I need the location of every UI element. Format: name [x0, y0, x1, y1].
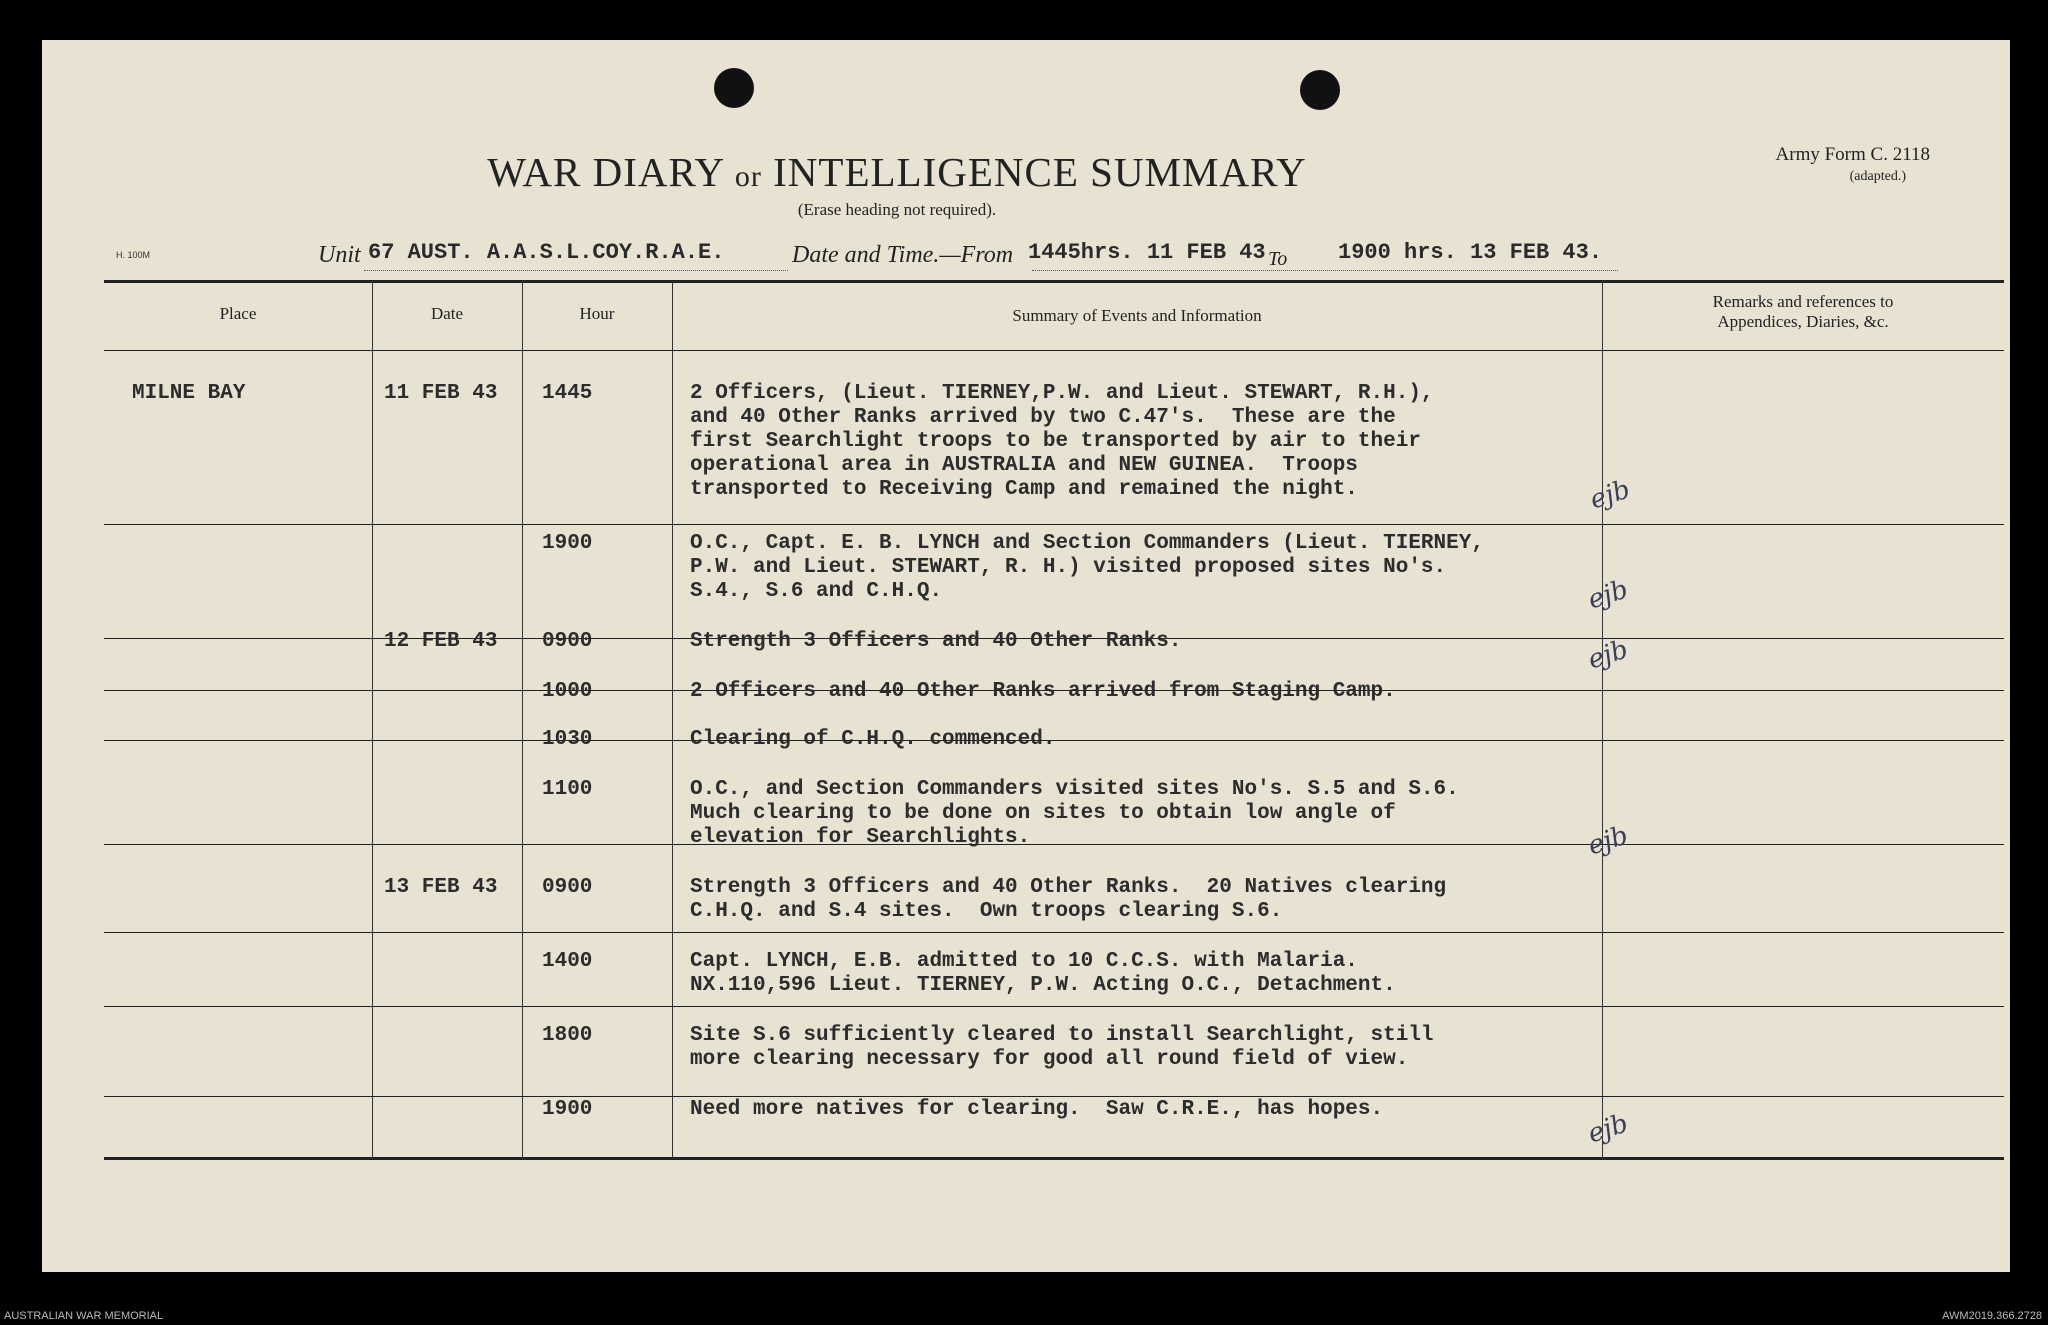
entry-summary: 2 Officers and 40 Other Ranks arrived from Staging Camp. [690, 680, 1396, 703]
date-time-label: Date and Time.—From [792, 242, 1014, 268]
punch-hole [1300, 70, 1340, 110]
entry-hour: 1100 [542, 778, 593, 801]
table-bottom-rule [104, 1157, 2004, 1160]
entry-hour: 1900 [542, 532, 593, 555]
entry-hour: 1900 [542, 1098, 593, 1121]
diary-page [42, 40, 2010, 1272]
column-header-place: Place [219, 304, 257, 323]
entry-hour: 1030 [542, 728, 593, 751]
handwritten-initials: ejb [1584, 820, 1632, 862]
entry-hour: 1000 [542, 680, 593, 703]
unit-label: Unit [318, 242, 361, 268]
entry-summary: Strength 3 Officers and 40 Other Ranks. 20 Natives clearing C.H.Q. and S.4 sites. Own troops clearing S.6. [690, 876, 1447, 923]
entry-date: 12 FEB 43 [384, 630, 498, 653]
column-header-summary: Summary of Events and Information [1012, 306, 1262, 325]
handwritten-initials: ejb [1584, 1108, 1632, 1150]
form-reference: Army Form C. 2118 (adapted.) [1775, 144, 1930, 184]
entry-date: 13 FEB 43 [384, 876, 498, 899]
table-top-rule [104, 280, 2004, 283]
handwritten-initials: ejb [1586, 474, 1634, 516]
punch-hole [714, 68, 754, 108]
handwritten-initials: ejb [1584, 634, 1632, 676]
entry-hour: 1800 [542, 1024, 593, 1047]
entry-date: 11 FEB 43 [384, 382, 498, 405]
entry-hour: 0900 [542, 630, 593, 653]
entry-summary: Capt. LYNCH, E.B. admitted to 10 C.C.S. with Malaria. NX.110,596 Lieut. TIERNEY, P.W. Acting O.C., Detachment. [690, 950, 1396, 997]
to-value: 1900 hrs. 13 FEB 43. [1338, 240, 1603, 265]
column-header-remarks: Remarks and references to Appendices, Diaries, &c. [1712, 292, 1894, 331]
unit-value: 67 AUST. A.A.S.L.COY.R.A.E. [368, 240, 725, 265]
entry-summary: 2 Officers, (Lieut. TIERNEY,P.W. and Lieut. STEWART, R.H.), and 40 Other Ranks arrived by two C.47's. These are the first Searchlight troops to be transported by air to their operational area in AUSTRALIA and NEW GUINEA. Troops transported to Receiving Camp and remained the night. [690, 382, 1434, 501]
entry-place: MILNE BAY [132, 382, 246, 405]
entry-summary: Clearing of C.H.Q. commenced. [690, 728, 1056, 751]
entry-summary: O.C., Capt. E. B. LYNCH and Section Commanders (Lieut. TIERNEY, P.W. and Lieut. STEWART, R. H.) visited proposed sites No's. S.4., S.6 and C.H.Q. [690, 532, 1484, 603]
entry-summary: O.C., and Section Commanders visited sites No's. S.5 and S.6. Much clearing to be done on sites to obtain low angle of elevation for Searchlights. [690, 778, 1459, 849]
entry-summary: Need more natives for clearing. Saw C.R.E., has hopes. [690, 1098, 1384, 1121]
from-value: 1445hrs. 11 FEB 43 [1028, 240, 1266, 265]
entry-summary: Strength 3 Officers and 40 Other Ranks. [690, 630, 1182, 653]
entry-hour: 1445 [542, 382, 593, 405]
entry-summary: Site S.6 sufficiently cleared to install Searchlight, still more clearing necessary for good all round field of view. [690, 1024, 1434, 1071]
footer-accession-number: AWM2019.366.2728 [1942, 1310, 2042, 1322]
stock-code: H. 100M [116, 250, 151, 260]
entry-hour: 0900 [542, 876, 593, 899]
entry-hour: 1400 [542, 950, 593, 973]
page-subtitle: (Erase heading not required). [797, 200, 997, 219]
to-label: To [1268, 248, 1288, 270]
page-title: WAR DIARY or INTELLIGENCE SUMMARY [487, 149, 1307, 195]
column-header-hour: Hour [579, 304, 615, 323]
column-header-date: Date [430, 304, 464, 323]
footer-credit: AUSTRALIAN WAR MEMORIAL [4, 1310, 164, 1322]
handwritten-initials: ejb [1584, 574, 1632, 616]
